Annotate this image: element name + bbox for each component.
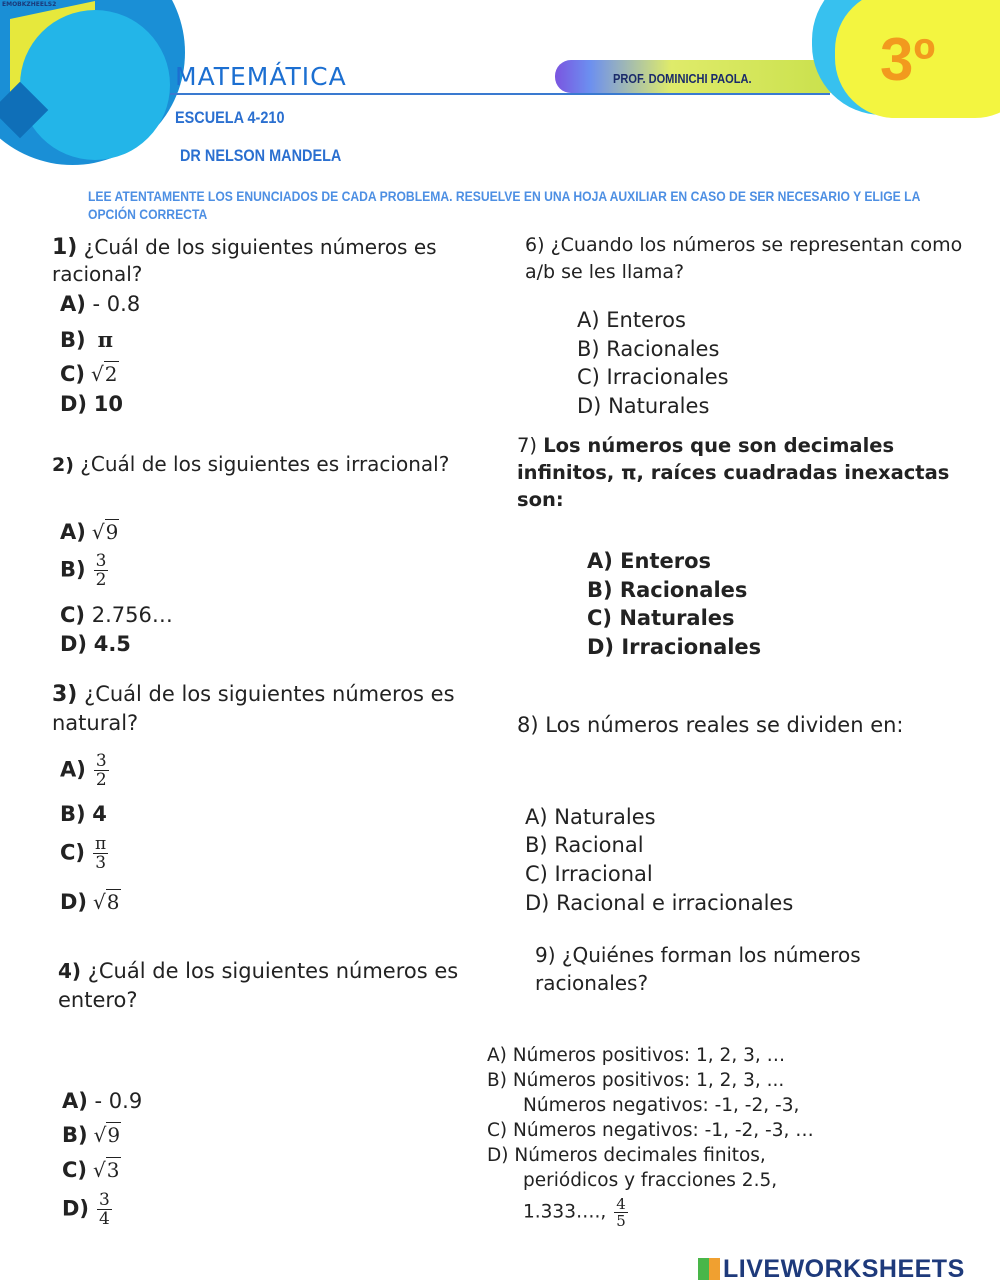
q9-option-c[interactable]: C) Números negativos: -1, -2, -3, … xyxy=(487,1120,814,1141)
liveworksheets-logo[interactable]: LIVEWORKSHEETS xyxy=(698,1255,965,1284)
q9-option-d-line3: 1.333…., $\frac{4}{5}$ xyxy=(523,1195,626,1230)
q3-option-c[interactable]: C) $\frac{\pi}{3}$ xyxy=(60,834,107,873)
q4-option-a[interactable]: A) - 0.9 xyxy=(62,1089,143,1113)
q1-option-b[interactable]: B) π xyxy=(60,327,113,352)
q6-option-c[interactable]: C) Irracionales xyxy=(577,365,729,389)
school-patron: DR NELSON MANDELA xyxy=(180,146,342,165)
question-text: Los números que son decimales infinitos, π, raíces cuadradas inexactas son: xyxy=(517,434,950,511)
q7-option-d[interactable]: D) Irracionales xyxy=(587,635,762,659)
school-name: ESCUELA 4-210 xyxy=(175,108,285,127)
question-4: 4) ¿Cuál de los siguientes números es entero? xyxy=(58,959,459,1012)
q1-option-d[interactable]: D) 10 xyxy=(60,392,123,416)
q9-option-d[interactable]: D) Números decimales finitos, xyxy=(487,1145,766,1166)
question-text: ¿Cuál de los siguientes números es natural? xyxy=(52,682,455,735)
question-text: ¿Cuál de los siguientes números es entero? xyxy=(58,959,459,1012)
question-8: 8) Los números reales se dividen en: xyxy=(517,713,904,737)
question-6: 6) ¿Cuando los números se representan como a/b se les llama? xyxy=(525,234,963,283)
q6-option-b[interactable]: B) Racionales xyxy=(577,337,720,361)
teacher-name: PROF. DOMINICHI PAOLA. xyxy=(613,71,752,86)
page-title: MATEMÁTICA xyxy=(175,62,347,91)
question-text: ¿Cuando los números se representan como a/b se les llama? xyxy=(525,234,963,283)
question-1: 1) ¿Cuál de los siguientes números es racional? xyxy=(52,235,437,286)
question-text: Los números reales se dividen en: xyxy=(545,713,904,737)
q6-option-d[interactable]: D) Naturales xyxy=(577,394,710,418)
q7-option-c[interactable]: C) Naturales xyxy=(587,606,735,630)
logo-icon xyxy=(698,1258,720,1280)
grade-label: 3º xyxy=(880,26,936,93)
question-text: ¿Cuál de los siguientes es irracional? xyxy=(80,452,450,476)
q4-option-d[interactable]: D) $\frac{3}{4}$ xyxy=(62,1190,110,1229)
q8-option-c[interactable]: C) Irracional xyxy=(525,862,653,886)
q3-option-b[interactable]: B) 4 xyxy=(60,802,107,826)
q2-option-d[interactable]: D) 4.5 xyxy=(60,632,131,656)
q9-option-b[interactable]: B) Números positivos: 1, 2, 3, ... xyxy=(487,1070,785,1091)
q4-option-b[interactable]: B) √9 xyxy=(62,1123,121,1147)
question-3: 3) ¿Cuál de los siguientes números es natural? xyxy=(52,682,455,735)
q8-option-d[interactable]: D) Racional e irracionales xyxy=(525,891,794,915)
q2-option-c[interactable]: C) 2.756… xyxy=(60,603,173,627)
q9-option-a[interactable]: A) Números positivos: 1, 2, 3, … xyxy=(487,1045,786,1066)
instructions: LEE ATENTAMENTE LOS ENUNCIADOS DE CADA PROBLEMA. RESUELVE EN UNA HOJA AUXILIAR EN CASO DE SER NECESARIO Y ELIGE LA OPCIÓN CORRECTA xyxy=(88,189,920,222)
q2-option-b[interactable]: B) $\frac{3}{2}$ xyxy=(60,551,107,590)
q1-option-c[interactable]: C) √2 xyxy=(60,362,118,386)
question-text: ¿Cuál de los siguientes números es racional? xyxy=(52,235,437,286)
q1-option-a[interactable]: A) - 0.8 xyxy=(60,292,141,316)
q3-option-d[interactable]: D) √8 xyxy=(60,890,120,914)
question-2: 2) ¿Cuál de los siguientes es irracional? xyxy=(52,452,450,476)
q7-option-b[interactable]: B) Racionales xyxy=(587,578,748,602)
q7-option-a[interactable]: A) Enteros xyxy=(587,549,712,573)
q9-option-d-line2: periódicos y fracciones 2.5, xyxy=(523,1170,778,1191)
question-text: ¿Quiénes forman los números racionales? xyxy=(535,943,861,995)
q6-option-a[interactable]: A) Enteros xyxy=(577,308,686,332)
q8-option-b[interactable]: B) Racional xyxy=(525,833,644,857)
title-underline xyxy=(170,93,830,95)
header-decoration-inner-circle xyxy=(20,10,170,160)
q8-option-a[interactable]: A) Naturales xyxy=(525,805,656,829)
question-9: 9) ¿Quiénes forman los números racionales? xyxy=(535,943,861,995)
q2-option-a[interactable]: A) √9 xyxy=(60,520,119,544)
q9-option-b-line2: Números negativos: -1, -2, -3, xyxy=(523,1095,800,1116)
q3-option-a[interactable]: A) $\frac{3}{2}$ xyxy=(60,751,107,790)
q4-option-c[interactable]: C) √3 xyxy=(62,1158,120,1182)
watermark-tag: EMOBKZHEELS2 xyxy=(2,1,57,8)
question-7: 7) Los números que son decimales infinitos, π, raíces cuadradas inexactas son: xyxy=(517,434,950,511)
